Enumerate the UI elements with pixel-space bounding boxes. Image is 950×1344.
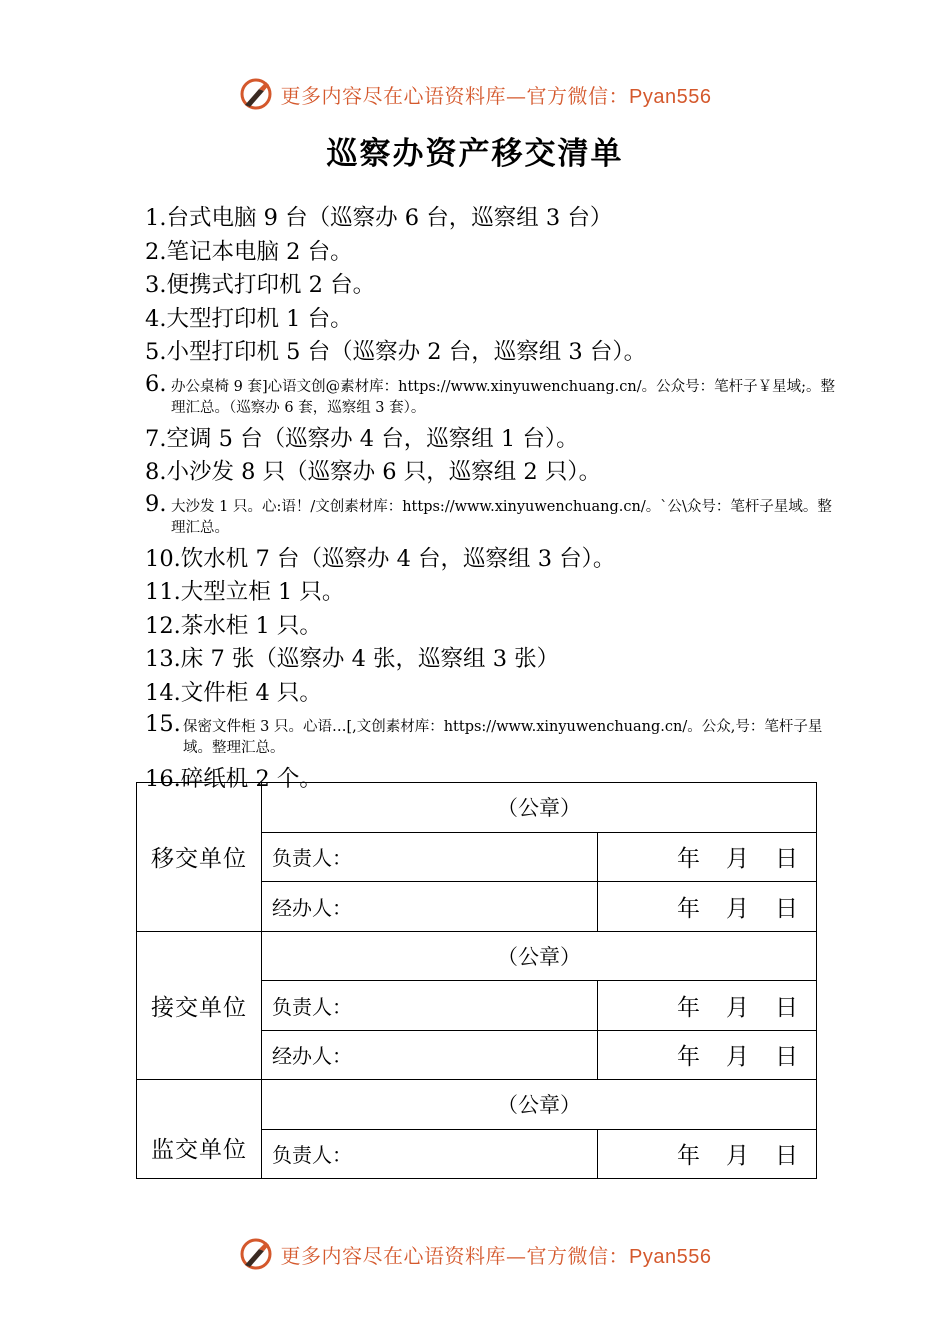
person-in-charge-label: 负责人： bbox=[262, 1129, 598, 1179]
seal-cell: （公章） bbox=[262, 931, 817, 981]
banner-text: 更多内容尽在心语资料库—官方微信：Pyan556 bbox=[280, 83, 712, 108]
transfer-unit-label: 移交单位 bbox=[137, 783, 262, 932]
date-cell: 年 月 日 bbox=[598, 882, 817, 932]
asset-list bbox=[145, 202, 845, 797]
list-item: 2. 笔记本电脑 2 台。 bbox=[145, 238, 353, 265]
handler-label: 经办人： bbox=[262, 1030, 598, 1080]
top-banner bbox=[0, 74, 950, 114]
banner-wechat: Pyan556 bbox=[629, 85, 712, 108]
receive-unit-label: 接交单位 bbox=[137, 931, 262, 1080]
pen-logo-icon bbox=[239, 77, 273, 111]
list-item: 10. 饮水机 7 台（巡察办 4 台，巡察组 3 台）。 bbox=[145, 545, 616, 572]
list-item: 16. 碎纸机 2 个。 bbox=[145, 766, 322, 792]
supervise-unit-label: 监交单位 bbox=[137, 1080, 262, 1179]
date-cell: 年 月 日 bbox=[598, 981, 817, 1031]
list-item: 7. 空调 5 台（巡察办 4 台，巡察组 1 台）。 bbox=[145, 425, 579, 452]
list-item: 8. 小沙发 8 只（巡察办 6 只，巡察组 2 只）。 bbox=[145, 459, 602, 485]
person-in-charge-label: 负责人： bbox=[262, 832, 598, 882]
banner-wechat: Pyan556 bbox=[629, 1245, 712, 1268]
list-item: 6. 办公桌椅 9 套]心语文创@素材库：https://www.xinyuwenchuang.cn/。公众号：笔杆子￥星域;。整理汇总。（巡察办 6 套，巡察组 3 套）。 bbox=[145, 370, 836, 416]
list-item: 15. 保密文件柜 3 只。心语…[,文创素材库：https://www.xinyuwenchuang.cn/。公众,号：笔杆子星域。整理汇总。 bbox=[145, 711, 823, 756]
date-cell: 年 月 日 bbox=[598, 1030, 817, 1080]
list-item: 1. 台式电脑 9 台（巡察办 6 台，巡察组 3 台） bbox=[145, 205, 613, 231]
bottom-banner bbox=[0, 1234, 950, 1274]
list-item: 9. 大沙发 1 只。心:语！/文创素材库：https://www.xinyuwenchuang.cn/。`公\众号：笔杆子星域。整理汇总。 bbox=[145, 490, 832, 536]
person-in-charge-label: 负责人： bbox=[262, 981, 598, 1031]
list-item: 11. 大型立柜 1 只。 bbox=[145, 579, 345, 605]
seal-cell: （公章） bbox=[262, 783, 817, 833]
list-item: 14. 文件柜 4 只。 bbox=[145, 679, 322, 706]
pen-logo-icon bbox=[239, 1237, 273, 1271]
date-cell: 年 月 日 bbox=[598, 1129, 817, 1179]
seal-cell: （公章） bbox=[262, 1080, 817, 1130]
list-item: 12. 茶水柜 1 只。 bbox=[145, 612, 322, 639]
signature-table bbox=[136, 782, 817, 1179]
list-item: 13. 床 7 张（巡察办 4 张，巡察组 3 张） bbox=[145, 646, 560, 672]
list-item: 4. 大型打印机 1 台。 bbox=[145, 305, 353, 332]
list-item: 3. 便携式打印机 2 台。 bbox=[145, 272, 376, 298]
handler-label: 经办人： bbox=[262, 882, 598, 932]
date-cell: 年 月 日 bbox=[598, 832, 817, 882]
list-item: 5. 小型打印机 5 台（巡察办 2 台，巡察组 3 台）。 bbox=[145, 339, 647, 365]
page-title: 巡察办资产移交清单 bbox=[326, 136, 624, 172]
banner-text: 更多内容尽在心语资料库—官方微信：Pyan556 bbox=[280, 1243, 712, 1268]
